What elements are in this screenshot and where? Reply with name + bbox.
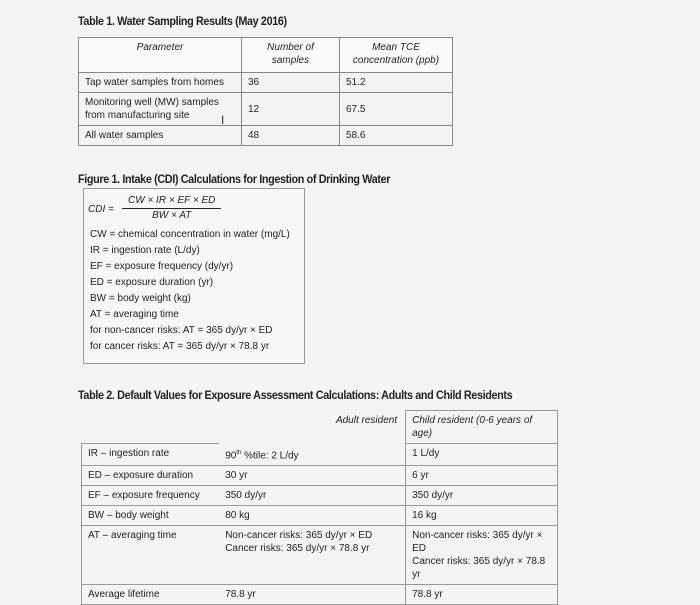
definition-item: BW = body weight (kg) — [90, 293, 191, 304]
definitions-list — [90, 227, 290, 355]
definition-item: for non-cancer risks: AT = 365 dy/yr × ED — [90, 325, 273, 336]
definition-item: for cancer risks: AT = 365 dy/yr × 78.8 yr — [90, 341, 270, 352]
cell-adult: 78.8 yr — [219, 584, 405, 604]
table-row — [82, 584, 558, 604]
cell-child: 16 kg — [406, 505, 558, 525]
cell-parameter: Tap water samples from homes — [79, 73, 242, 93]
cell-parameter: All water samples — [79, 126, 242, 146]
table-row — [82, 465, 558, 485]
formula-numerator: CW × IR × EF × ED — [122, 194, 221, 209]
header-parameter: Parameter — [79, 38, 242, 73]
cell-adult: 80 kg — [219, 505, 405, 525]
definition-item: EF = exposure frequency (dy/yr) — [90, 261, 234, 272]
table-row — [82, 444, 558, 466]
cell-samples: 48 — [242, 126, 340, 146]
cell-parameter: Average lifetime — [82, 584, 220, 604]
formula-box — [83, 188, 305, 364]
formula-fraction — [122, 194, 221, 223]
cell-parameter: Monitoring well (MW) samples from manufacturing site — [79, 93, 242, 126]
table2-title: Table 2. Default Values for Exposure Assessment Calculations: Adults and Child Residents — [78, 388, 513, 402]
cell-mean: 67.5 — [340, 93, 453, 126]
cell-adult: 350 dy/yr — [219, 485, 405, 505]
definition-item: ED = exposure duration (yr) — [90, 277, 214, 288]
water-sampling-table — [78, 37, 453, 146]
table-row — [82, 525, 558, 584]
cell-mean: 51.2 — [340, 73, 453, 93]
cell-child: Non-cancer risks: 365 dy/yr × ED Cancer risks: 365 dy/yr × 78.8 yr — [406, 525, 558, 584]
cell-parameter: IR – ingestion rate — [82, 444, 220, 466]
cell-parameter: AT – averaging time — [82, 525, 220, 584]
cell-adult: 90th %tile: 2 L/dy — [219, 444, 405, 466]
cell-adult: Non-cancer risks: 365 dy/yr × ED Cancer risks: 365 dy/yr × 78.8 yr — [219, 525, 405, 584]
header-number-of-samples: Number of samples — [242, 38, 340, 73]
table-row — [82, 505, 558, 525]
table-header-row — [82, 411, 558, 444]
definition-item: CW = chemical concentration in water (mg/L) — [90, 229, 290, 240]
cell-parameter: BW – body weight — [82, 505, 220, 525]
table-row — [79, 93, 453, 126]
cell-samples: 12 — [242, 93, 340, 126]
cell-samples: 36 — [242, 73, 340, 93]
table-row — [79, 73, 453, 93]
figure1-title: Figure 1. Intake (CDI) Calculations for Ingestion of Drinking Water — [78, 172, 391, 186]
formula-denominator: BW × AT — [152, 210, 192, 221]
cell-child: 78.8 yr — [406, 584, 558, 604]
cell-child: 1 L/dy — [406, 444, 558, 466]
header-blank — [82, 411, 220, 444]
cell-child: 6 yr — [406, 465, 558, 485]
cell-adult: 30 yr — [219, 465, 405, 485]
cell-parameter: ED – exposure duration — [82, 465, 220, 485]
table-header-row — [79, 38, 453, 73]
text-cursor-icon: I — [221, 113, 225, 127]
cell-mean: 58.6 — [340, 126, 453, 146]
formula-lhs: CDI = — [88, 204, 114, 215]
header-adult: Adult resident — [335, 414, 398, 426]
table-row — [79, 126, 453, 146]
header-child: Child resident (0-6 years of age) — [406, 411, 558, 444]
header-mean-tce: Mean TCE concentration (ppb) — [340, 38, 453, 73]
definition-item: IR = ingestion rate (L/dy) — [90, 245, 200, 256]
table1-title: Table 1. Water Sampling Results (May 2016) — [78, 14, 287, 28]
default-values-table — [81, 410, 558, 605]
definition-item: AT = averaging time — [90, 309, 179, 320]
table-row — [82, 485, 558, 505]
cell-parameter: EF – exposure frequency — [82, 485, 220, 505]
cell-child: 350 dy/yr — [406, 485, 558, 505]
